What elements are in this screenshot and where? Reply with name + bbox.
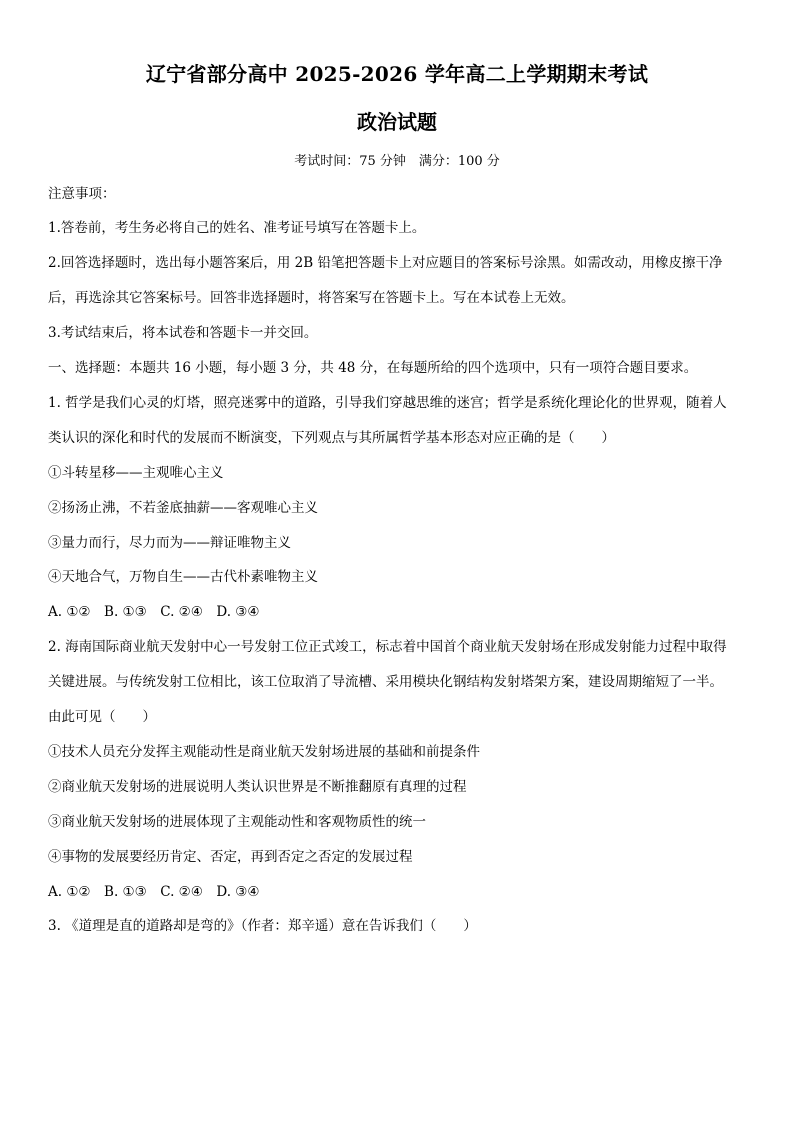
exam-subtitle: 政治试题: [357, 110, 437, 134]
notice-item-2-line-2: 后，再选涂其它答案标号。回答非选择题时，将答案写在答题卡上。写在本试卷上无效。: [48, 290, 575, 306]
q1-statement-3: ③量力而行，尽力而为——辩证唯物主义: [48, 535, 291, 551]
exam-info: 考试时间：75 分钟 满分：100 分: [294, 154, 500, 169]
q1-statement-1: ①斗转星移——主观唯心主义: [48, 465, 224, 481]
notice-heading: 注意事项：: [48, 186, 116, 202]
q1-stem-line-2: 类认识的深化和时代的发展而不断演变，下列观点与其所属哲学基本形态对应正确的是（ ）: [48, 430, 615, 446]
q1-statement-4: ④天地合气，万物自生——古代朴素唯物主义: [48, 569, 318, 585]
q1-options: A. ①② B. ①③ C. ②④ D. ③④: [48, 604, 260, 620]
q2-stem-line-3: 由此可见（ ）: [48, 709, 156, 725]
q2-statement-3: ③商业航天发射场的进展体现了主观能动性和客观物质性的统一: [48, 814, 426, 830]
section-1-heading: 一、选择题：本题共 16 小题，每小题 3 分，共 48 分，在每题所给的四个选项中，只有一项符合题目要求。: [48, 360, 698, 376]
q2-statement-4: ④事物的发展要经历肯定、否定，再到否定之否定的发展过程: [48, 849, 413, 865]
q3-stem-line-1: 3. 《道理是直的道路却是弯的》（作者：郑辛遥）意在告诉我们（ ）: [48, 918, 477, 934]
q2-stem-line-1: 2. 海南国际商业航天发射中心一号发射工位正式竣工，标志着中国首个商业航天发射场在形成发射能力过程中取得: [48, 639, 727, 655]
q2-statement-2: ②商业航天发射场的进展说明人类认识世界是不断推翻原有真理的过程: [48, 779, 467, 795]
q1-stem-line-1: 1. 哲学是我们心灵的灯塔，照亮迷雾中的道路，引导我们穿越思维的迷宫；哲学是系统化理论化的世界观，随着人: [48, 395, 727, 411]
q2-stem-line-2: 关键进展。与传统发射工位相比，该工位取消了导流槽、采用模块化钢结构发射塔架方案，建设周期缩短了一半。: [48, 674, 723, 690]
q2-options: A. ①② B. ①③ C. ②④ D. ③④: [48, 884, 260, 900]
q2-statement-1: ①技术人员充分发挥主观能动性是商业航天发射场进展的基础和前提条件: [48, 744, 480, 760]
notice-item-1: 1.答卷前，考生务必将自己的姓名、准考证号填写在答题卡上。: [48, 220, 426, 236]
notice-item-3: 3.考试结束后，将本试卷和答题卡一并交回。: [48, 325, 318, 341]
q1-statement-2: ②扬汤止沸，不若釜底抽薪——客观唯心主义: [48, 500, 318, 516]
exam-title: 辽宁省部分高中 2025-2026 学年高二上学期期末考试: [145, 62, 649, 86]
notice-item-2-line-1: 2.回答选择题时，选出每小题答案后，用 2B 铅笔把答题卡上对应题目的答案标号涂黑。如需改动，用橡皮擦干净: [48, 255, 723, 271]
